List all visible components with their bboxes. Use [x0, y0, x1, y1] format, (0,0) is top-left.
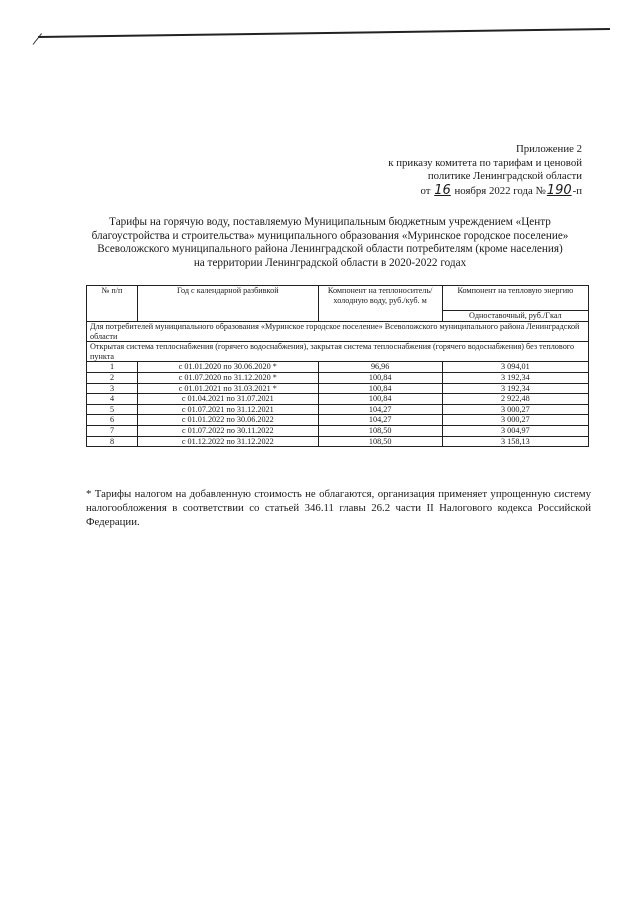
table-row: [87, 415, 589, 426]
system-cell: Открытая система теплоснабжения (горячего водоснабжения), закрытая система теплоснабжения (горячего водоснабжения) без теплового пункта: [87, 342, 589, 362]
row-heat: 3 094,01: [442, 362, 588, 373]
document-title: [70, 216, 590, 270]
row-period: с 01.07.2021 по 31.12.2021: [137, 404, 318, 415]
header-heat-sub: Одноставочный, руб./Гкал: [442, 311, 588, 322]
row-period: с 01.01.2022 по 30.06.2022: [137, 415, 318, 426]
row-num: 2: [87, 372, 138, 383]
row-heat: 3 192,34: [442, 372, 588, 383]
table-row: [87, 372, 589, 383]
row-water: 108,50: [318, 425, 442, 436]
appendix-order-line: к приказу комитета по тарифам и ценовой: [388, 156, 582, 169]
system-row: [87, 342, 589, 362]
date-suffix: -п: [572, 184, 582, 197]
row-water: 100,84: [318, 383, 442, 394]
handwritten-day: 16: [434, 182, 451, 198]
row-period: с 01.07.2022 по 30.11.2022: [137, 425, 318, 436]
appendix-title: Приложение 2: [515, 143, 582, 155]
row-num: 7: [87, 425, 138, 436]
row-period: с 01.07.2020 по 31.12.2020 *: [137, 372, 318, 383]
row-num: 8: [87, 436, 138, 447]
footnote: * Тарифы налогом на добавленную стоимость не облагаются, организация применяет упрощенную систему налогообложения в соответствии со статьей 346.11 главы 26.2 части II Налогового кодекса Российской Федерации.: [86, 488, 591, 529]
row-water: 104,27: [318, 404, 442, 415]
row-period: с 01.12.2022 по 31.12.2022: [137, 436, 318, 447]
row-water: 108,50: [318, 436, 442, 447]
appendix-committee-line: политике Ленинградской области: [427, 170, 582, 183]
row-num: 1: [87, 362, 138, 373]
title-line-2: благоустройства и строительства» муниципального образования «Муринское городское поселение»: [91, 229, 569, 242]
row-water: 100,84: [318, 394, 442, 405]
tariff-table: [86, 285, 589, 447]
table-row: [87, 425, 589, 436]
row-water: 96,96: [318, 362, 442, 373]
row-heat: 3 000,27: [442, 415, 588, 426]
row-period: с 01.01.2020 по 30.06.2020 *: [137, 362, 318, 373]
table-row: [87, 394, 589, 405]
header-period: Год с календарной разбивкой: [137, 286, 318, 322]
row-num: 6: [87, 415, 138, 426]
row-num: 3: [87, 383, 138, 394]
row-num: 4: [87, 394, 138, 405]
row-num: 5: [87, 404, 138, 415]
row-heat: 3 000,27: [442, 404, 588, 415]
table-row: [87, 362, 589, 373]
header-heat: Компонент на тепловую энергию: [442, 286, 588, 311]
table-row: [87, 404, 589, 415]
row-period: с 01.01.2021 по 31.03.2021 *: [137, 383, 318, 394]
title-line-4: на территории Ленинградской области в 2020-2022 годах: [193, 256, 467, 269]
scan-corner-mark: [33, 33, 42, 45]
row-water: 100,84: [318, 372, 442, 383]
date-prefix: от: [420, 184, 431, 197]
header-num: № п/п: [87, 286, 138, 322]
title-line-3: Всеволожского муниципального района Ленинградской области потребителям (кроме населения): [97, 243, 563, 256]
consumers-row: [87, 322, 589, 342]
date-middle: ноября 2022 года №: [454, 184, 546, 197]
scan-border-line: [38, 28, 610, 38]
row-heat: 3 192,34: [442, 383, 588, 394]
header-water: Компонент на теплоноситель/ холодную воду, руб./куб. м: [318, 286, 442, 322]
appendix-header: [342, 143, 582, 198]
consumers-cell: Для потребителей муниципального образования «Муринское городское поселение» Всеволожского муниципального района Ленинградской области: [87, 322, 589, 342]
row-heat: 3 004,97: [442, 425, 588, 436]
row-heat: 3 158,13: [442, 436, 588, 447]
table-row: [87, 383, 589, 394]
handwritten-number: 190: [546, 182, 572, 198]
title-line-1: Тарифы на горячую воду, поставляемую Муниципальным бюджетным учреждением «Центр: [109, 216, 551, 228]
row-period: с 01.04.2021 по 31.07.2021: [137, 394, 318, 405]
row-water: 104,27: [318, 415, 442, 426]
table-row: [87, 436, 589, 447]
appendix-date-line: [342, 184, 582, 199]
row-heat: 2 922,48: [442, 394, 588, 405]
table-header-row: [87, 286, 589, 311]
